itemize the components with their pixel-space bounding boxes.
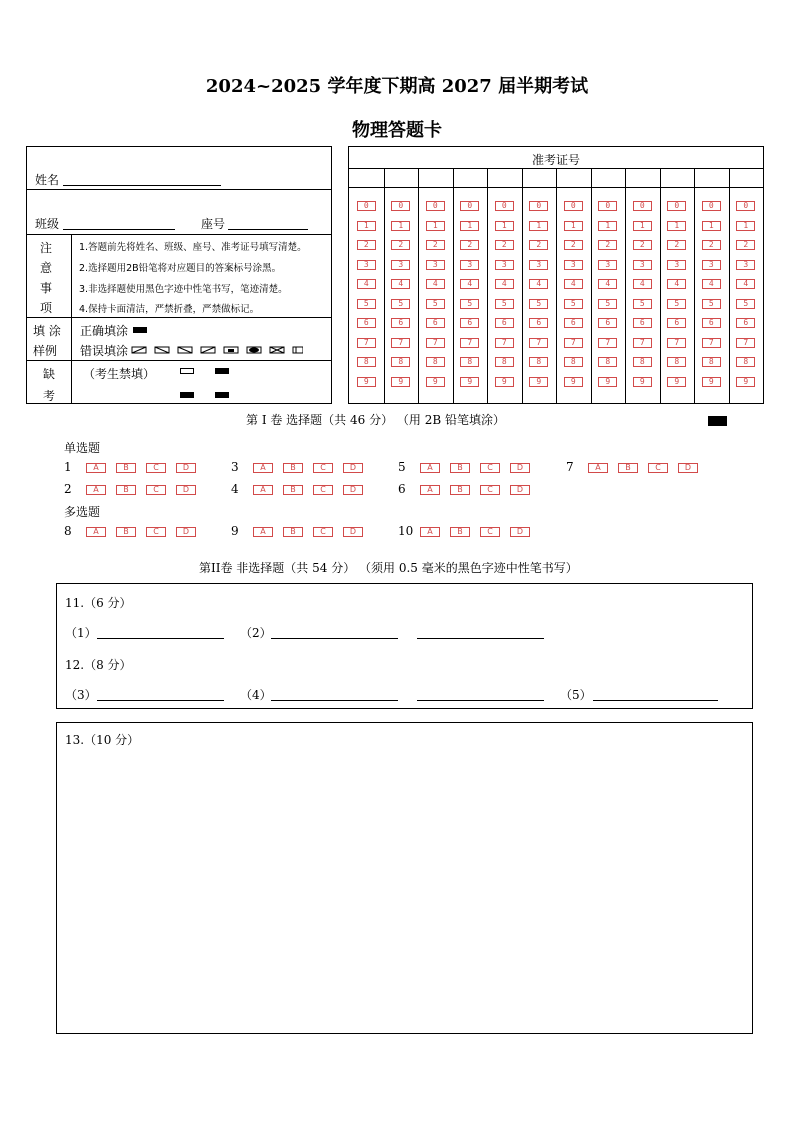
option-c-bubble[interactable]: C — [313, 485, 333, 495]
option-d-bubble[interactable]: D — [343, 527, 363, 537]
option-b-bubble[interactable]: B — [283, 485, 303, 495]
option-b-bubble[interactable]: B — [283, 527, 303, 537]
admission-digit-bubble[interactable]: 7 — [564, 338, 583, 348]
option-d-bubble[interactable]: D — [176, 463, 196, 473]
admission-digit-bubble[interactable]: 4 — [633, 279, 652, 289]
admission-digit-bubble[interactable]: 7 — [529, 338, 548, 348]
admission-digit-bubble[interactable]: 2 — [460, 240, 479, 250]
admission-digit-bubble[interactable]: 8 — [391, 357, 410, 367]
admission-digit-bubble[interactable]: 4 — [736, 279, 755, 289]
multi-question-number: 9 — [231, 524, 239, 538]
blank-3[interactable] — [97, 700, 224, 701]
admission-digit-bubble[interactable]: 4 — [426, 279, 445, 289]
admission-digit-bubble[interactable]: 6 — [667, 318, 686, 328]
question-11: 11.（6 分） — [65, 596, 132, 610]
timing-mark — [215, 392, 229, 398]
admission-digit-bubble[interactable]: 7 — [391, 338, 410, 348]
notice-char: 项 — [39, 301, 52, 315]
admission-digit-bubble[interactable]: 1 — [460, 221, 479, 231]
admission-digit-bubble[interactable]: 4 — [598, 279, 617, 289]
blank-4[interactable] — [271, 700, 398, 701]
admission-digit-bubble[interactable]: 5 — [736, 299, 755, 309]
admission-digit-bubble[interactable]: 0 — [667, 201, 686, 211]
admission-number-grid — [348, 146, 764, 404]
admission-digit-bubble[interactable]: 1 — [633, 221, 652, 231]
multi-question-number: 8 — [64, 524, 72, 538]
admission-digit-bubble[interactable]: 9 — [598, 377, 617, 387]
admission-digit-bubble[interactable]: 8 — [426, 357, 445, 367]
option-c-bubble[interactable]: C — [480, 463, 500, 473]
class-field[interactable] — [63, 229, 175, 230]
section1-title: 第 I 卷 选择题（共 46 分） （用 2B 铅笔填涂） — [246, 413, 505, 427]
admission-digit-bubble[interactable]: 6 — [460, 318, 479, 328]
option-a-bubble[interactable]: A — [420, 485, 440, 495]
admission-digit-bubble[interactable]: 4 — [391, 279, 410, 289]
admission-digit-bubble[interactable]: 8 — [736, 357, 755, 367]
name-label: 姓名 — [35, 173, 60, 187]
timing-mark — [215, 368, 229, 374]
admission-digit-bubble[interactable]: 3 — [633, 260, 652, 270]
answer-box-11-12[interactable] — [56, 583, 753, 709]
section2-title: 第II卷 非选择题（共 54 分） （须用 0.5 毫米的黑色字迹中性笔书写） — [199, 561, 578, 575]
admission-digit-bubble[interactable]: 4 — [702, 279, 721, 289]
admission-digit-bubble[interactable]: 6 — [529, 318, 548, 328]
timing-mark — [708, 416, 727, 426]
admission-number-label: 准考证号 — [531, 153, 580, 167]
option-c-bubble[interactable]: C — [146, 527, 166, 537]
blank-4b[interactable] — [417, 700, 544, 701]
admission-digit-bubble[interactable]: 2 — [495, 240, 514, 250]
notice-4: 4.保持卡面清洁，严禁折叠，严禁做标记。 — [79, 304, 260, 315]
admission-digit-bubble[interactable]: 4 — [564, 279, 583, 289]
admission-digit-bubble[interactable]: 2 — [426, 240, 445, 250]
admission-digit-bubble[interactable]: 2 — [598, 240, 617, 250]
student-info-box — [26, 146, 332, 404]
admission-digit-bubble[interactable]: 5 — [426, 299, 445, 309]
option-c-bubble[interactable]: C — [146, 463, 166, 473]
seat-field[interactable] — [228, 229, 308, 230]
exam-title: 2024~2025 学年度下期高 2027 届半期考试 — [205, 76, 589, 97]
blank-2[interactable] — [271, 638, 398, 639]
option-d-bubble[interactable]: D — [510, 485, 530, 495]
admission-digit-bubble[interactable]: 8 — [598, 357, 617, 367]
blank-3-label: （3） — [65, 688, 97, 702]
admission-digit-bubble[interactable]: 9 — [426, 377, 445, 387]
admission-digit-bubble[interactable]: 3 — [357, 260, 376, 270]
fill-sample-label-2: 样例 — [33, 344, 58, 358]
admission-digit-bubble[interactable]: 6 — [598, 318, 617, 328]
admission-digit-bubble[interactable]: 5 — [391, 299, 410, 309]
option-b-bubble[interactable]: B — [283, 463, 303, 473]
admission-digit-bubble[interactable]: 8 — [357, 357, 376, 367]
option-b-bubble[interactable]: B — [450, 485, 470, 495]
admission-digit-bubble[interactable]: 5 — [460, 299, 479, 309]
admission-digit-bubble[interactable]: 2 — [564, 240, 583, 250]
admission-digit-bubble[interactable]: 9 — [667, 377, 686, 387]
correct-fill-label: 正确填涂 — [80, 324, 129, 338]
admission-digit-bubble[interactable]: 5 — [564, 299, 583, 309]
admission-digit-bubble[interactable]: 2 — [736, 240, 755, 250]
admission-digit-bubble[interactable]: 3 — [736, 260, 755, 270]
single-question-number: 1 — [64, 460, 72, 474]
notice-1: 1.答题前先将姓名、班级、座号、准考证号填写清楚。 — [79, 242, 307, 253]
class-label: 班级 — [35, 217, 60, 231]
absent-label: 缺 — [43, 367, 56, 381]
admission-digit-bubble[interactable]: 6 — [564, 318, 583, 328]
admission-digit-bubble[interactable]: 6 — [357, 318, 376, 328]
admission-digit-bubble[interactable]: 3 — [391, 260, 410, 270]
option-c-bubble[interactable]: C — [480, 527, 500, 537]
card-title: 物理答题卡 — [352, 120, 442, 141]
admission-digit-bubble[interactable]: 9 — [495, 377, 514, 387]
admission-digit-bubble[interactable]: 1 — [736, 221, 755, 231]
admission-digit-bubble[interactable]: 8 — [460, 357, 479, 367]
admission-digit-bubble[interactable]: 3 — [460, 260, 479, 270]
admission-digit-bubble[interactable]: 6 — [736, 318, 755, 328]
admission-digit-bubble[interactable]: 2 — [667, 240, 686, 250]
admission-digit-bubble[interactable]: 0 — [426, 201, 445, 211]
admission-digit-bubble[interactable]: 2 — [633, 240, 652, 250]
admission-digit-bubble[interactable]: 5 — [529, 299, 548, 309]
admission-digit-bubble[interactable]: 7 — [357, 338, 376, 348]
option-a-bubble[interactable]: A — [253, 527, 273, 537]
admission-digit-bubble[interactable]: 4 — [357, 279, 376, 289]
admission-digit-bubble[interactable]: 1 — [426, 221, 445, 231]
option-a-bubble[interactable]: A — [86, 463, 106, 473]
admission-digit-bubble[interactable]: 3 — [529, 260, 548, 270]
wrong-sample-marks — [131, 346, 303, 356]
admission-digit-bubble[interactable]: 9 — [357, 377, 376, 387]
option-a-bubble[interactable]: A — [253, 485, 273, 495]
blank-2b[interactable] — [417, 638, 544, 639]
multi-question-number: 10 — [398, 524, 414, 538]
admission-digit-bubble[interactable]: 9 — [702, 377, 721, 387]
single-question-number: 3 — [231, 460, 239, 474]
notice-char: 意 — [39, 261, 52, 275]
option-a-bubble[interactable]: A — [253, 463, 273, 473]
notice-3: 3.非选择题使用黑色字迹中性笔书写，笔迹清楚。 — [79, 284, 288, 295]
admission-digit-bubble[interactable]: 3 — [426, 260, 445, 270]
admission-digit-bubble[interactable]: 5 — [667, 299, 686, 309]
admission-digit-bubble[interactable]: 3 — [702, 260, 721, 270]
admission-digit-bubble[interactable]: 0 — [357, 201, 376, 211]
admission-digit-bubble[interactable]: 1 — [391, 221, 410, 231]
option-b-bubble[interactable]: B — [116, 463, 136, 473]
name-field[interactable] — [63, 185, 221, 186]
admission-digit-bubble[interactable]: 7 — [598, 338, 617, 348]
option-d-bubble[interactable]: D — [678, 463, 698, 473]
fill-sample-label: 填 涂 — [33, 324, 61, 338]
admission-digit-bubble[interactable]: 0 — [391, 201, 410, 211]
notice-2: 2.选择题用2B铅笔将对应题目的答案标号涂黑。 — [79, 263, 282, 274]
option-c-bubble[interactable]: C — [313, 463, 333, 473]
option-d-bubble[interactable]: D — [176, 485, 196, 495]
single-question-number: 4 — [231, 482, 239, 496]
question-12: 12.（8 分） — [65, 658, 132, 672]
admission-column-divider — [418, 169, 419, 404]
admission-digit-bubble[interactable]: 0 — [736, 201, 755, 211]
single-question-number: 7 — [566, 460, 574, 474]
admission-column-divider — [556, 169, 557, 404]
admission-digit-bubble[interactable]: 2 — [702, 240, 721, 250]
option-c-bubble[interactable]: C — [146, 485, 166, 495]
notice-char: 事 — [39, 281, 52, 295]
blank-4-label: （4） — [240, 688, 272, 702]
admission-digit-bubble[interactable]: 2 — [391, 240, 410, 250]
admission-column-divider — [453, 169, 454, 404]
seat-label: 座号 — [201, 217, 226, 231]
admission-digit-bubble[interactable]: 9 — [633, 377, 652, 387]
admission-digit-bubble[interactable]: 0 — [460, 201, 479, 211]
admission-column-divider — [660, 169, 661, 404]
blank-1[interactable] — [97, 638, 224, 639]
admission-digit-bubble[interactable]: 0 — [495, 201, 514, 211]
admission-digit-bubble[interactable]: 6 — [426, 318, 445, 328]
admission-digit-bubble[interactable]: 5 — [598, 299, 617, 309]
admission-digit-bubble[interactable]: 4 — [460, 279, 479, 289]
option-c-bubble[interactable]: C — [313, 527, 333, 537]
admission-digit-bubble[interactable]: 9 — [529, 377, 548, 387]
notice-char: 注 — [39, 241, 52, 255]
admission-digit-bubble[interactable]: 1 — [667, 221, 686, 231]
admission-digit-bubble[interactable]: 0 — [598, 201, 617, 211]
option-d-bubble[interactable]: D — [510, 527, 530, 537]
admission-column-divider — [694, 169, 695, 404]
absent-label-2: 考 — [43, 389, 56, 403]
admission-digit-bubble[interactable]: 9 — [564, 377, 583, 387]
option-b-bubble[interactable]: B — [450, 527, 470, 537]
question-13: 13.（10 分） — [65, 733, 140, 747]
admission-digit-bubble[interactable]: 0 — [702, 201, 721, 211]
admission-digit-bubble[interactable]: 4 — [495, 279, 514, 289]
blank-2-label: （2） — [240, 626, 272, 640]
admission-digit-bubble[interactable]: 0 — [564, 201, 583, 211]
admission-digit-bubble[interactable]: 8 — [633, 357, 652, 367]
option-b-bubble[interactable]: B — [618, 463, 638, 473]
admission-column-divider — [384, 169, 385, 404]
admission-digit-bubble[interactable]: 7 — [633, 338, 652, 348]
option-d-bubble[interactable]: D — [510, 463, 530, 473]
admission-digit-bubble[interactable]: 1 — [357, 221, 376, 231]
option-b-bubble[interactable]: B — [450, 463, 470, 473]
admission-digit-bubble[interactable]: 1 — [495, 221, 514, 231]
admission-digit-bubble[interactable]: 8 — [495, 357, 514, 367]
single-question-number: 6 — [398, 482, 406, 496]
answer-box-13[interactable] — [56, 722, 753, 1034]
admission-column-divider — [522, 169, 523, 404]
admission-digit-bubble[interactable]: 6 — [633, 318, 652, 328]
correct-sample-mark — [133, 327, 147, 333]
admission-digit-bubble[interactable]: 1 — [702, 221, 721, 231]
admission-digit-bubble[interactable]: 6 — [495, 318, 514, 328]
admission-digit-bubble[interactable]: 5 — [702, 299, 721, 309]
absent-note: （考生禁填） — [83, 367, 156, 381]
option-a-bubble[interactable]: A — [86, 485, 106, 495]
single-question-number: 2 — [64, 482, 72, 496]
multi-choice-label: 多选题 — [64, 505, 101, 519]
admission-digit-bubble[interactable]: 9 — [391, 377, 410, 387]
admission-digit-bubble[interactable]: 7 — [667, 338, 686, 348]
admission-column-divider — [729, 169, 730, 404]
blank-5-label: （5） — [560, 688, 592, 702]
single-question-number: 5 — [398, 460, 406, 474]
admission-digit-bubble[interactable]: 7 — [736, 338, 755, 348]
option-a-bubble[interactable]: A — [588, 463, 608, 473]
option-d-bubble[interactable]: D — [176, 527, 196, 537]
absent-bubble[interactable] — [180, 368, 194, 374]
option-d-bubble[interactable]: D — [343, 463, 363, 473]
admission-digit-bubble[interactable]: 0 — [529, 201, 548, 211]
admission-digit-bubble[interactable]: 3 — [667, 260, 686, 270]
blank-5[interactable] — [593, 700, 718, 701]
admission-digit-bubble[interactable]: 5 — [495, 299, 514, 309]
admission-digit-bubble[interactable]: 8 — [564, 357, 583, 367]
admission-digit-bubble[interactable]: 7 — [460, 338, 479, 348]
option-a-bubble[interactable]: A — [420, 527, 440, 537]
admission-digit-bubble[interactable]: 5 — [357, 299, 376, 309]
admission-digit-bubble[interactable]: 8 — [702, 357, 721, 367]
option-a-bubble[interactable]: A — [420, 463, 440, 473]
admission-digit-bubble[interactable]: 4 — [667, 279, 686, 289]
admission-digit-bubble[interactable]: 1 — [564, 221, 583, 231]
single-choice-label: 单选题 — [64, 441, 101, 455]
admission-digit-bubble[interactable]: 8 — [667, 357, 686, 367]
timing-mark — [180, 392, 194, 398]
option-c-bubble[interactable]: C — [648, 463, 668, 473]
admission-digit-bubble[interactable]: 0 — [633, 201, 652, 211]
admission-digit-bubble[interactable]: 3 — [495, 260, 514, 270]
admission-digit-bubble[interactable]: 3 — [598, 260, 617, 270]
admission-digit-bubble[interactable]: 2 — [529, 240, 548, 250]
option-b-bubble[interactable]: B — [116, 485, 136, 495]
option-a-bubble[interactable]: A — [86, 527, 106, 537]
admission-digit-bubble[interactable]: 7 — [426, 338, 445, 348]
admission-digit-bubble[interactable]: 5 — [633, 299, 652, 309]
admission-digit-bubble[interactable]: 3 — [564, 260, 583, 270]
admission-digit-bubble[interactable]: 6 — [391, 318, 410, 328]
admission-digit-bubble[interactable]: 6 — [702, 318, 721, 328]
admission-digit-bubble[interactable]: 4 — [529, 279, 548, 289]
wrong-fill-label: 错误填涂 — [80, 344, 129, 358]
admission-column-divider — [591, 169, 592, 404]
admission-digit-bubble[interactable]: 7 — [702, 338, 721, 348]
option-b-bubble[interactable]: B — [116, 527, 136, 537]
admission-digit-bubble[interactable]: 8 — [529, 357, 548, 367]
option-c-bubble[interactable]: C — [480, 485, 500, 495]
admission-digit-bubble[interactable]: 2 — [357, 240, 376, 250]
option-d-bubble[interactable]: D — [343, 485, 363, 495]
admission-digit-bubble[interactable]: 7 — [495, 338, 514, 348]
admission-digit-bubble[interactable]: 1 — [529, 221, 548, 231]
blank-1-label: （1） — [65, 626, 97, 640]
admission-column-divider — [487, 169, 488, 404]
admission-digit-bubble[interactable]: 9 — [736, 377, 755, 387]
admission-column-divider — [625, 169, 626, 404]
admission-digit-bubble[interactable]: 1 — [598, 221, 617, 231]
admission-digit-bubble[interactable]: 9 — [460, 377, 479, 387]
